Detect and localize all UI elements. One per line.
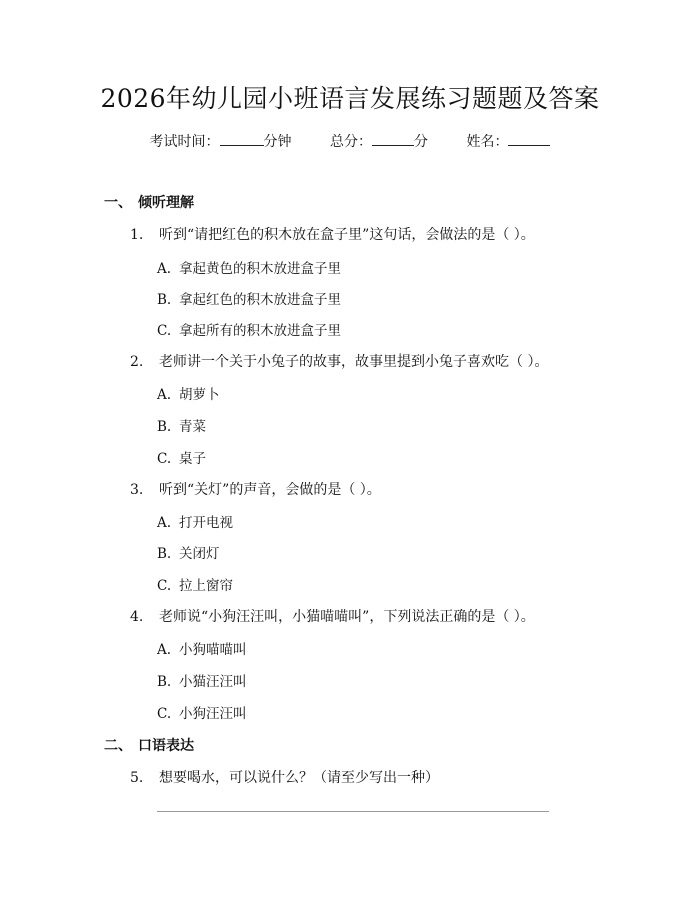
option-text: 拿起红色的积木放进盒子里 — [179, 292, 341, 308]
option-text: 小猫汪汪叫 — [179, 674, 247, 690]
option-item[interactable] — [157, 415, 206, 435]
section-heading — [104, 192, 194, 212]
option-letter: B. — [157, 546, 172, 562]
option-text: 拉上窗帘 — [179, 578, 233, 594]
option-letter: C. — [157, 323, 172, 339]
option-text: 青菜 — [179, 419, 206, 435]
question-text: 老师讲一个关于小兔子的故事，故事里提到小兔子喜欢吃（ ）。 — [159, 354, 549, 370]
option-text: 桌子 — [179, 451, 206, 467]
question-number: 5. — [130, 770, 144, 786]
section-number: 二、 — [104, 738, 132, 754]
option-letter: B. — [157, 292, 172, 308]
exam-time-unit: 分钟 — [263, 134, 292, 150]
option-text: 拿起所有的积木放进盒子里 — [179, 323, 341, 339]
option-item[interactable] — [157, 257, 341, 277]
option-item[interactable] — [157, 574, 233, 594]
option-letter: C. — [157, 578, 172, 594]
page-title: 2026年幼儿园小班语言发展练习题题及答案 — [100, 84, 600, 113]
question-item — [130, 606, 535, 626]
option-text: 胡萝卜 — [179, 387, 220, 403]
question-number: 3. — [130, 482, 144, 498]
option-letter: A. — [157, 387, 172, 403]
option-letter: C. — [157, 706, 172, 722]
section-title: 倾听理解 — [138, 195, 194, 211]
option-item[interactable] — [157, 288, 341, 308]
student-name-field — [466, 131, 550, 151]
option-text: 打开电视 — [179, 515, 233, 531]
option-item[interactable] — [157, 383, 220, 403]
total-score-unit: 分 — [414, 134, 428, 150]
option-item[interactable] — [157, 447, 206, 467]
question-number: 1. — [130, 227, 144, 243]
option-text: 关闭灯 — [179, 546, 220, 562]
option-item[interactable] — [157, 670, 247, 690]
exam-time-label: 考试时间： — [149, 134, 220, 150]
question-item — [130, 767, 439, 787]
question-text: 听到“关灯”的声音，会做的是（ ）。 — [159, 482, 381, 498]
question-text: 听到“请把红色的积木放在盒子里”这句话，会做法的是（ ）。 — [159, 227, 535, 243]
option-letter: B. — [157, 419, 172, 435]
option-text: 小狗汪汪叫 — [179, 706, 247, 722]
question-item — [130, 224, 535, 244]
exam-time-field — [150, 131, 292, 151]
option-letter: C. — [157, 451, 172, 467]
option-letter: A. — [157, 515, 172, 531]
answer-line[interactable] — [157, 811, 549, 812]
option-item[interactable] — [157, 511, 233, 531]
student-name-label: 姓名： — [466, 134, 509, 150]
option-text: 拿起黄色的积木放进盒子里 — [179, 261, 341, 277]
option-item[interactable] — [157, 638, 247, 658]
total-score-field — [330, 131, 428, 151]
question-number: 4. — [130, 609, 144, 625]
option-item[interactable] — [157, 319, 341, 339]
question-item — [130, 351, 548, 371]
option-letter: A. — [157, 642, 172, 658]
option-letter: A. — [157, 261, 172, 277]
question-item — [130, 479, 381, 499]
question-text: 想要喝水，可以说什么？（请至少写出一种） — [159, 770, 439, 786]
option-item[interactable] — [157, 702, 247, 722]
question-number: 2. — [130, 354, 144, 370]
exam-time-blank[interactable] — [220, 133, 264, 146]
total-score-blank[interactable] — [372, 133, 414, 146]
option-item[interactable] — [157, 542, 220, 562]
question-text: 老师说“小狗汪汪叫，小猫喵喵叫”，下列说法正确的是（ ）。 — [159, 609, 535, 625]
section-title: 口语表达 — [138, 738, 194, 754]
student-name-blank[interactable] — [508, 133, 550, 146]
section-number: 一、 — [104, 195, 132, 211]
section-heading — [104, 735, 194, 755]
total-score-label: 总分： — [330, 134, 372, 150]
exam-info-bar — [0, 131, 700, 151]
option-letter: B. — [157, 674, 172, 690]
option-text: 小狗喵喵叫 — [179, 642, 247, 658]
